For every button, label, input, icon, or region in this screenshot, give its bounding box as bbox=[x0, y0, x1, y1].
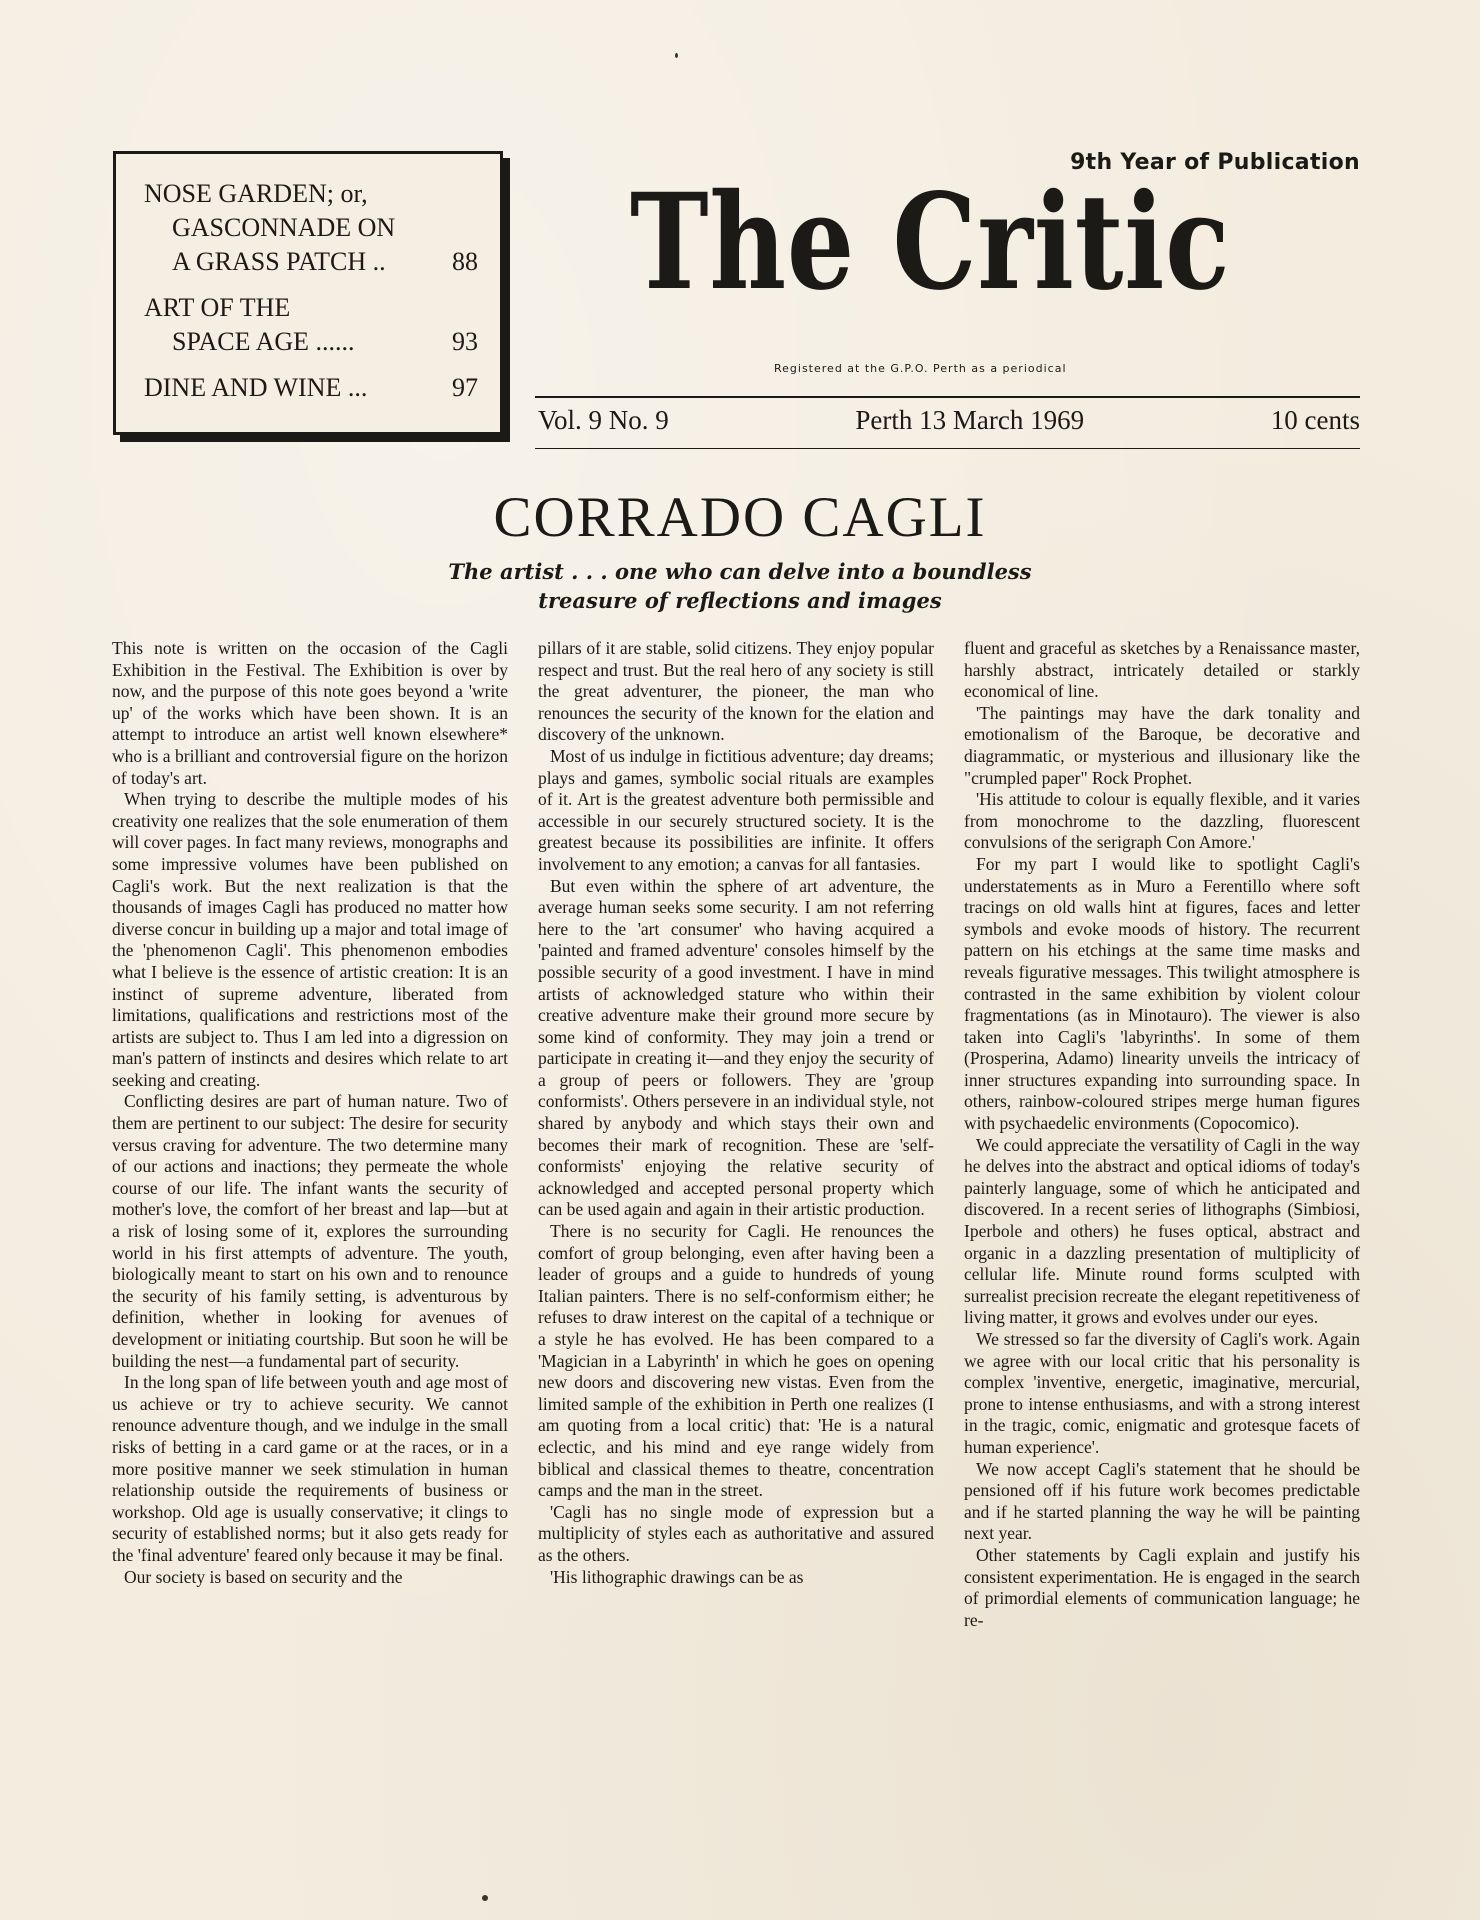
paragraph: fluent and graceful as sketches by a Renaissance master, harshly abstract, intricately detailed or starkly economical of line. bbox=[964, 638, 1360, 702]
contents-line bbox=[144, 325, 478, 359]
article-headline: CORRADO CAGLI bbox=[493, 486, 987, 549]
issue-info-row bbox=[538, 405, 1360, 436]
contents-line: NOSE GARDEN; or, bbox=[144, 179, 368, 208]
paragraph: 'Cagli has no single mode of expression but a multiplicity of styles each as authoritative and assured as the others. bbox=[538, 1501, 934, 1565]
contents-title: DINE AND WINE bbox=[144, 373, 342, 402]
contents-line: GASCONNADE ON bbox=[172, 213, 396, 242]
article-column-1 bbox=[112, 638, 508, 1588]
paragraph: But even within the sphere of art adventure, the average human seeks some security. I am not referring here to the 'art consumer' who having acquired a 'painted and framed adventure' consoles himself by the possible security of a good investment. I have in mind artists of acknowledged stature who within their creative adventure make their ground more secure by some kind of conformity. They may join a trend or participate in creating it—and they enjoy the security of a group of peers or followers. They are 'group conformists'. Others persevere in an individual style, not shared by anybody and which stays their own and becomes their mark of recognition. These are 'self-conformists' enjoying the relative security of acknowledged and accepted personal property which can be used again and again in their artistic production. bbox=[538, 875, 934, 1220]
contents-item[interactable] bbox=[144, 177, 478, 279]
contents-page-number: 97 bbox=[452, 373, 478, 402]
contents-line bbox=[144, 245, 478, 279]
paragraph: Our society is based on security and the bbox=[124, 1566, 403, 1587]
paragraph: There is no security for Cagli. He renounces the comfort of group belonging, even after having been a leader of groups and a guide to hundreds of young Italian painters. There is no self-conformism either; he refuses to draw interest on the capital of a technique or a style he has evolved. He has been compared to a 'Magician in a Labyrinth' in which he goes on opening new doors and discovering new vistas. Even from the limited sample of the exhibition in Perth one realizes (I am quoting from a local critic) that: 'He is a natural eclectic, and his mind and eye range widely from biblical and classical themes to theatre, concentration camps and the man in the street. bbox=[538, 1221, 934, 1501]
paper-speck bbox=[675, 53, 678, 58]
publication-title: The Critic bbox=[630, 165, 1231, 320]
contents-page-number: 88 bbox=[452, 247, 478, 276]
registration-note: Registered at the G.P.O. Perth as a periodical bbox=[774, 362, 1067, 375]
year-of-publication: 9th Year of Publication bbox=[1070, 150, 1360, 175]
issue-price: 10 cents bbox=[1270, 405, 1360, 435]
contents-line: ART OF THE bbox=[144, 293, 291, 322]
paragraph: Conflicting desires are part of human nature. Two of them are pertinent to our subject: The desire for security versus craving for adventure. The two determine many of our actions and inactions; they permeate the whole course of our life. The infant wants the security of mother's love, the comfort of her breast and lap—but at a risk of losing some of it, explores the surrounding world in his first attempts of adventure. The youth, biologically meant to start on his own and to renounce the security of his family setting, is adventurous by definition, whether in looking for avenues of development or initiating courtship. But soon he will be building the nest—a fundamental part of security. bbox=[112, 1091, 508, 1371]
volume-number: Vol. 9 No. 9 bbox=[538, 405, 669, 435]
contents-title: SPACE AGE bbox=[172, 327, 310, 356]
article-deck bbox=[0, 557, 1480, 615]
paragraph: For my part I would like to spotlight Cagli's understatements as in Muro a Ferentillo where soft tracings on old walls hint at figures, faces and letter symbols and evoke moods of history. The recurrent pattern on his etchings at the same time masks and reveals figurative messages. This twilight atmosphere is contrasted in the same exhibition by violent colour fragmentations (as in Minotauro). The viewer is also taken into Cagli's 'labyrinths'. In some of them (Prosperina, Adamo) linearity unveils the intricacy of inner structures expanding into surrounding space. In others, rainbow-coloured stripes merge human figures with psychaedelic environments (Copocomico). bbox=[964, 853, 1360, 1134]
paragraph: This note is written on the occasion of the Cagli Exhibition in the Festival. The Exhibition is over by now, and the purpose of this note goes beyond a 'write up' of the works which have been shown. It is an attempt to introduce an artist well known elsewhere* who is a brilliant and controversial figure on the horizon of today's art. bbox=[112, 638, 508, 788]
contents-leader: ...... bbox=[315, 327, 355, 356]
contents-box bbox=[113, 151, 503, 435]
deck-line: The artist . . . one who can delve into a boundless bbox=[448, 559, 1032, 584]
article-column-2 bbox=[538, 638, 934, 1588]
contents-leader: ... bbox=[347, 373, 368, 402]
masthead-rule-bottom bbox=[535, 448, 1360, 449]
paragraph: When trying to describe the multiple modes of his creativity one realizes that the sole enumeration of them will cover pages. In fact many reviews, monographs and some impressive volumes have been published on Cagli's work. But the next realization is that the thousands of images Cagli has produced no matter how diverse concur in building up a major and total image of the 'phenomenon Cagli'. This phenomenon embodies what I believe is the essence of artistic creation: It is an instinct of supreme adventure, liberated from limitations, qualifications and restrictions most of the artists are subject to. Thus I am led into a digression on man's pattern of instincts and desires which relate to art seeking and creating. bbox=[112, 789, 508, 1090]
contents-item[interactable] bbox=[144, 291, 478, 359]
contents-item[interactable] bbox=[144, 371, 478, 405]
contents-leader: .. bbox=[372, 247, 386, 276]
deck-line: treasure of reflections and images bbox=[538, 588, 942, 613]
paragraph: Most of us indulge in fictitious adventure; day dreams; plays and games, symbolic social rituals are examples of it. Art is the greatest adventure both permissible and accessible in our securely structured society. It is the greatest because its possibilities are infinite. It offers involvement to any emotion; a canvas for all fantasies. bbox=[538, 745, 934, 874]
paragraph: We now accept Cagli's statement that he should be pensioned off if his future work becomes predictable and if he started planning the way he will be painting next year. bbox=[964, 1458, 1360, 1544]
paragraph: pillars of it are stable, solid citizens. They enjoy popular respect and trust. But the real hero of any society is still the great adventurer, the pioneer, the man who renounces the security of the known for the elation and discovery of the unknown. bbox=[538, 638, 934, 745]
paragraph: Other statements by Cagli explain and justify his consistent experimentation. He is engaged in the search of primordial elements of communication language; he re- bbox=[964, 1544, 1360, 1630]
paragraph: 'His attitude to colour is equally flexible, and it varies from monochrome to the dazzling, fluorescent convulsions of the serigraph Con Amore.' bbox=[964, 789, 1360, 853]
article-column-3 bbox=[964, 638, 1360, 1631]
paragraph: We could appreciate the versatility of Cagli in the way he delves into the abstract and optical idioms of today's painterly language, some of which he anticipated and discovered. In a recent series of lithographs (Simbiosi, Iperbole and others) he fuses optical, abstract and organic in a dazzling presentation of multiplicity of cellular life. Minute round forms sculpted with surrealist precision recreate the elegant repetitiveness of living matter, it grows and evolves under our eyes. bbox=[964, 1134, 1360, 1328]
paragraph: 'The paintings may have the dark tonality and emotionalism of the Baroque, be decorative and diagrammatic, or mysterious and illusionary like the "crumpled paper" Rock Prophet. bbox=[964, 702, 1360, 788]
paragraph: We stressed so far the diversity of Cagli's work. Again we agree with our local critic that his personality is complex 'inventive, energetic, imaginative, mercurial, prone to intense enthusiasms, and with a strong interest in the tragic, comic, enigmatic and grotesque facets of human experience'. bbox=[964, 1329, 1360, 1457]
paper-speck bbox=[482, 1895, 488, 1901]
paragraph: In the long span of life between youth and age most of us achieve or try to achieve security. We cannot renounce adventure though, and we indulge in the small risks of betting in a card game or at the races, or in a more positive manner we seek stimulation in human relationship outside the requirements of business or workshop. Old age is usually conservative; it clings to security of established norms; but it also gets ready for the 'final adventure' feared only because it may be final. bbox=[112, 1372, 508, 1565]
contents-title: A GRASS PATCH bbox=[172, 247, 367, 276]
contents-line bbox=[144, 371, 478, 405]
issue-date: Perth 13 March 1969 bbox=[855, 405, 1085, 435]
masthead-rule-top bbox=[535, 396, 1360, 398]
contents-page-number: 93 bbox=[452, 327, 478, 356]
paragraph: 'His lithographic drawings can be as bbox=[550, 1566, 804, 1587]
